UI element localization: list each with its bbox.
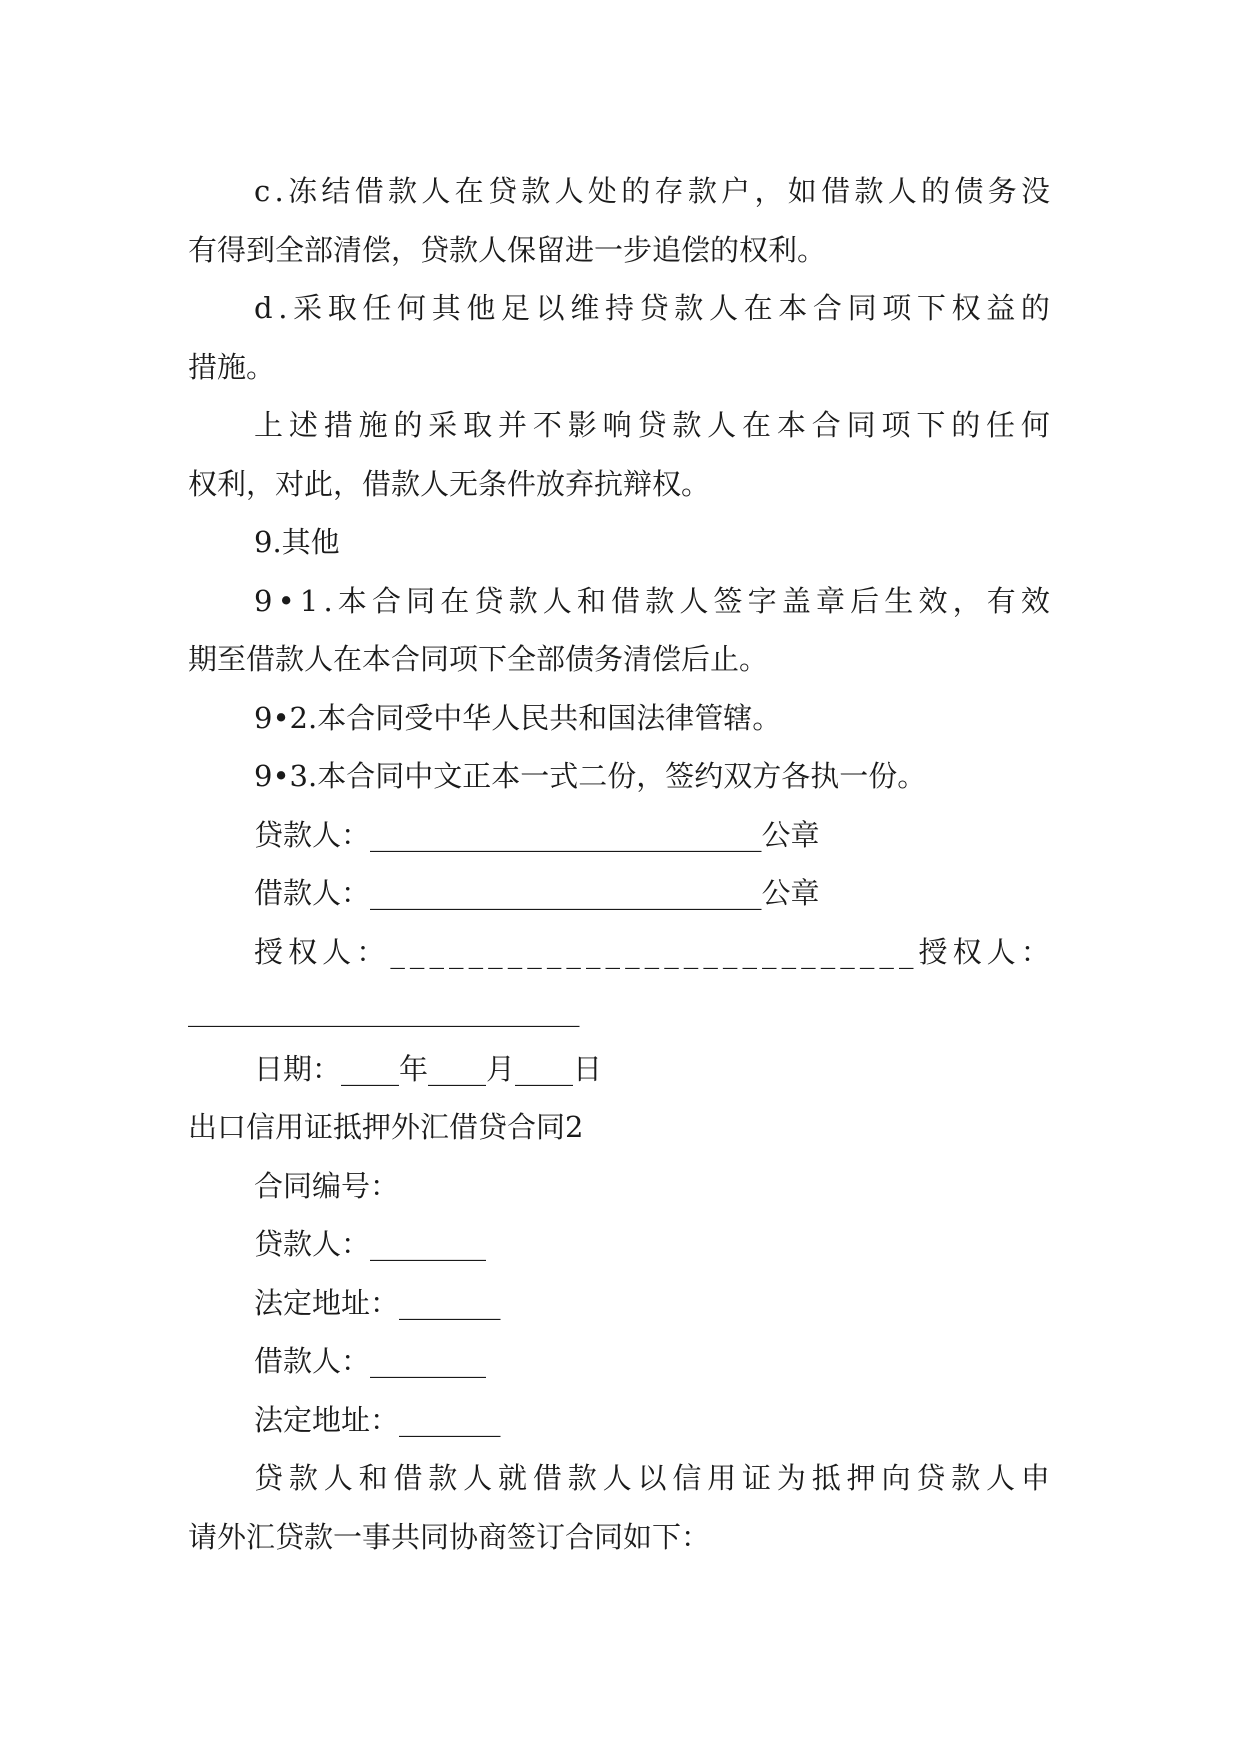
line-char: _: [449, 934, 464, 969]
line-char: 用: [707, 1461, 737, 1495]
line-char: 证: [742, 1461, 772, 1495]
line-char: 贷: [474, 583, 504, 618]
line-char: 人: [602, 1461, 632, 1495]
line-char: 任: [986, 408, 1016, 442]
line-char: 章: [815, 583, 845, 618]
line-char: _: [468, 934, 484, 969]
line-char: 贷: [639, 291, 669, 325]
line-char: 借: [821, 174, 851, 208]
line-char: 借: [354, 174, 384, 208]
line-char: 同: [846, 408, 876, 442]
line-char: 抵: [811, 1461, 841, 1495]
line-char: 项: [882, 291, 912, 325]
line-char: 人: [463, 1461, 493, 1495]
document-body: [188, 162, 1050, 1566]
line-char: _: [566, 934, 581, 969]
line-char: 的: [951, 408, 981, 442]
line-char: _: [859, 934, 875, 969]
line-char: _: [625, 934, 640, 969]
line-char: 不: [532, 408, 562, 442]
line-char: 的: [921, 174, 951, 208]
line-char: 授: [918, 934, 948, 969]
line-char: 款: [428, 1461, 458, 1495]
line-char: _: [488, 934, 503, 969]
line-char: 在: [440, 583, 470, 618]
document-line: 借款人：___________________________公章: [254, 876, 820, 910]
document-line: 贷款人：___________________________公章: [254, 817, 820, 852]
line-char: 影: [567, 408, 597, 442]
line-char: ：: [356, 934, 386, 969]
line-char: 贷: [487, 174, 517, 208]
line-char: 以: [535, 291, 565, 325]
document-line: 借款人：________: [254, 1344, 487, 1378]
line-char: 其: [431, 291, 461, 325]
document-line: 法定地址：_______: [254, 1285, 501, 1320]
line-char: _: [801, 934, 816, 969]
line-char: 签: [713, 583, 743, 618]
line-char: 信: [672, 1461, 702, 1495]
line-char: ：: [1020, 934, 1050, 969]
line-char: 述: [288, 408, 318, 442]
line-char: 人: [554, 174, 584, 208]
line-char: 权: [951, 291, 981, 325]
line-char: 9: [254, 583, 273, 618]
line-char: 结: [321, 174, 351, 208]
line-char: 借: [393, 1461, 423, 1495]
line-char: 的: [621, 174, 651, 208]
line-char: _: [840, 934, 855, 969]
line-char: 贷: [916, 1461, 946, 1495]
document-line: 有得到全部清偿，贷款人保留进一步追偿的权利。: [188, 232, 827, 267]
line-char: 施: [358, 408, 388, 442]
line-char: 取: [463, 408, 493, 442]
document-line: 日期：____年____月____日: [254, 1051, 603, 1086]
document-line: 9.其他: [254, 525, 340, 559]
line-char: 效: [1020, 583, 1050, 618]
line-char: ，: [952, 583, 982, 618]
line-char: 款: [508, 583, 538, 618]
line-char: ，: [754, 174, 784, 208]
line-char: 益: [986, 291, 1016, 325]
line-char: 人: [887, 174, 917, 208]
line-char: 贷: [254, 1461, 284, 1495]
line-char: 人: [679, 583, 709, 618]
line-char: 他: [466, 291, 496, 325]
line-char: 款: [521, 174, 551, 208]
line-char: 款: [388, 174, 418, 208]
document-line: 期至借款人在本合同项下全部债务清偿后止。: [188, 642, 769, 676]
line-char: 为: [776, 1461, 806, 1495]
line-char: 款: [687, 174, 717, 208]
line-char: _: [585, 934, 601, 969]
line-char: 上: [254, 408, 284, 442]
document-line: [188, 1449, 1050, 1508]
document-line: 请外汇贷款一事共同协商签订合同如下：: [188, 1519, 711, 1554]
line-char: _: [429, 934, 444, 969]
document-line: [188, 396, 1050, 455]
line-char: 采: [293, 291, 323, 325]
document-line: 9•2.本合同受中华人民共和国法律管辖。: [254, 700, 782, 735]
line-char: _: [546, 934, 562, 969]
line-char: .: [278, 291, 288, 325]
line-char: 款: [854, 174, 884, 208]
line-char: 的: [1020, 291, 1050, 325]
line-char: d: [254, 291, 273, 325]
document-line: 措施。: [188, 349, 276, 384]
line-char: •: [277, 583, 295, 618]
line-char: 措: [323, 408, 353, 442]
line-char: 合: [811, 408, 841, 442]
line-char: 处: [587, 174, 617, 208]
line-char: 响: [602, 408, 632, 442]
line-char: 款: [645, 583, 675, 618]
line-char: 采: [428, 408, 458, 442]
line-char: 款: [672, 408, 702, 442]
document-line: [188, 572, 1050, 631]
document-line: 9•3.本合同中文正本一式二份，签约双方各执一份。: [254, 759, 927, 793]
line-char: 何: [397, 291, 427, 325]
line-char: 权: [952, 934, 982, 969]
document-line: [188, 162, 1050, 221]
line-char: 效: [918, 583, 948, 618]
line-char: .: [323, 583, 333, 618]
line-char: 和: [358, 1461, 388, 1495]
line-char: 款: [288, 1461, 318, 1495]
line-char: _: [703, 934, 718, 969]
line-char: 人: [421, 174, 451, 208]
line-char: _: [605, 934, 620, 969]
line-char: _: [820, 934, 836, 969]
line-char: 1: [299, 583, 319, 618]
line-char: 维: [570, 291, 600, 325]
line-char: 没: [1020, 174, 1050, 208]
line-char: 持: [604, 291, 634, 325]
line-char: 合: [371, 583, 401, 618]
line-char: 人: [986, 934, 1016, 969]
line-char: 足: [501, 291, 531, 325]
line-char: _: [722, 934, 738, 969]
line-char: 人: [323, 1461, 353, 1495]
line-char: _: [781, 934, 797, 969]
line-char: 户: [721, 174, 751, 208]
line-char: 务: [987, 174, 1017, 208]
line-char: c: [254, 174, 271, 208]
line-char: 存: [654, 174, 684, 208]
line-char: _: [507, 934, 523, 969]
line-char: 申: [1020, 1461, 1050, 1495]
line-char: _: [683, 934, 699, 969]
line-char: 授: [254, 934, 284, 969]
line-char: _: [742, 934, 757, 969]
line-char: 生: [884, 583, 914, 618]
line-char: 在: [743, 291, 773, 325]
document-line: 法定地址：_______: [254, 1402, 501, 1437]
line-char: _: [390, 934, 405, 969]
line-char: 项: [881, 408, 911, 442]
line-char: 并: [498, 408, 528, 442]
line-char: 在: [454, 174, 484, 208]
line-char: 盖: [781, 583, 811, 618]
line-char: 的: [393, 408, 423, 442]
line-char: 有: [986, 583, 1016, 618]
line-char: 合: [812, 291, 842, 325]
line-char: 后: [850, 583, 880, 618]
line-char: 债: [954, 174, 984, 208]
line-char: 人: [708, 291, 738, 325]
line-char: 人: [707, 408, 737, 442]
line-char: 向: [881, 1461, 911, 1495]
document-line: 权利，对此，借款人无条件放弃抗辩权。: [188, 466, 711, 501]
line-char: 款: [567, 1461, 597, 1495]
line-char: 人: [986, 1461, 1016, 1495]
document-line: 合同编号：: [254, 1168, 400, 1203]
line-char: 同: [847, 291, 877, 325]
line-char: _: [527, 934, 542, 969]
line-char: 人: [322, 934, 352, 969]
line-char: 何: [1020, 408, 1050, 442]
line-char: 本: [778, 291, 808, 325]
line-char: _: [409, 934, 425, 969]
line-char: .: [274, 174, 284, 208]
line-char: 冻: [288, 174, 318, 208]
line-char: _: [879, 934, 894, 969]
line-char: 同: [406, 583, 436, 618]
line-char: 权: [288, 934, 318, 969]
document-line: 出口信用证抵押外汇借贷合同2: [188, 1110, 584, 1144]
line-char: 在: [742, 408, 772, 442]
line-char: 贷: [637, 408, 667, 442]
document-line: 贷款人：________: [254, 1227, 487, 1261]
line-char: 如: [787, 174, 817, 208]
line-char: _: [664, 934, 679, 969]
line-char: 就: [498, 1461, 528, 1495]
line-char: _: [762, 934, 777, 969]
line-char: 和: [576, 583, 606, 618]
line-char: 下: [916, 291, 946, 325]
line-char: 借: [611, 583, 641, 618]
document-line: ___________________________: [188, 993, 580, 1027]
line-char: 本: [337, 583, 367, 618]
line-char: 款: [674, 291, 704, 325]
line-char: _: [644, 934, 660, 969]
line-char: 下: [916, 408, 946, 442]
line-char: 本: [776, 408, 806, 442]
line-char: 款: [951, 1461, 981, 1495]
line-char: 字: [747, 583, 777, 618]
document-line: [188, 923, 1050, 982]
line-char: 借: [532, 1461, 562, 1495]
line-char: 以: [637, 1461, 667, 1495]
line-char: 取: [327, 291, 357, 325]
document-line: [188, 279, 1050, 338]
line-char: _: [898, 934, 914, 969]
line-char: 人: [542, 583, 572, 618]
line-char: 任: [362, 291, 392, 325]
line-char: 押: [846, 1461, 876, 1495]
